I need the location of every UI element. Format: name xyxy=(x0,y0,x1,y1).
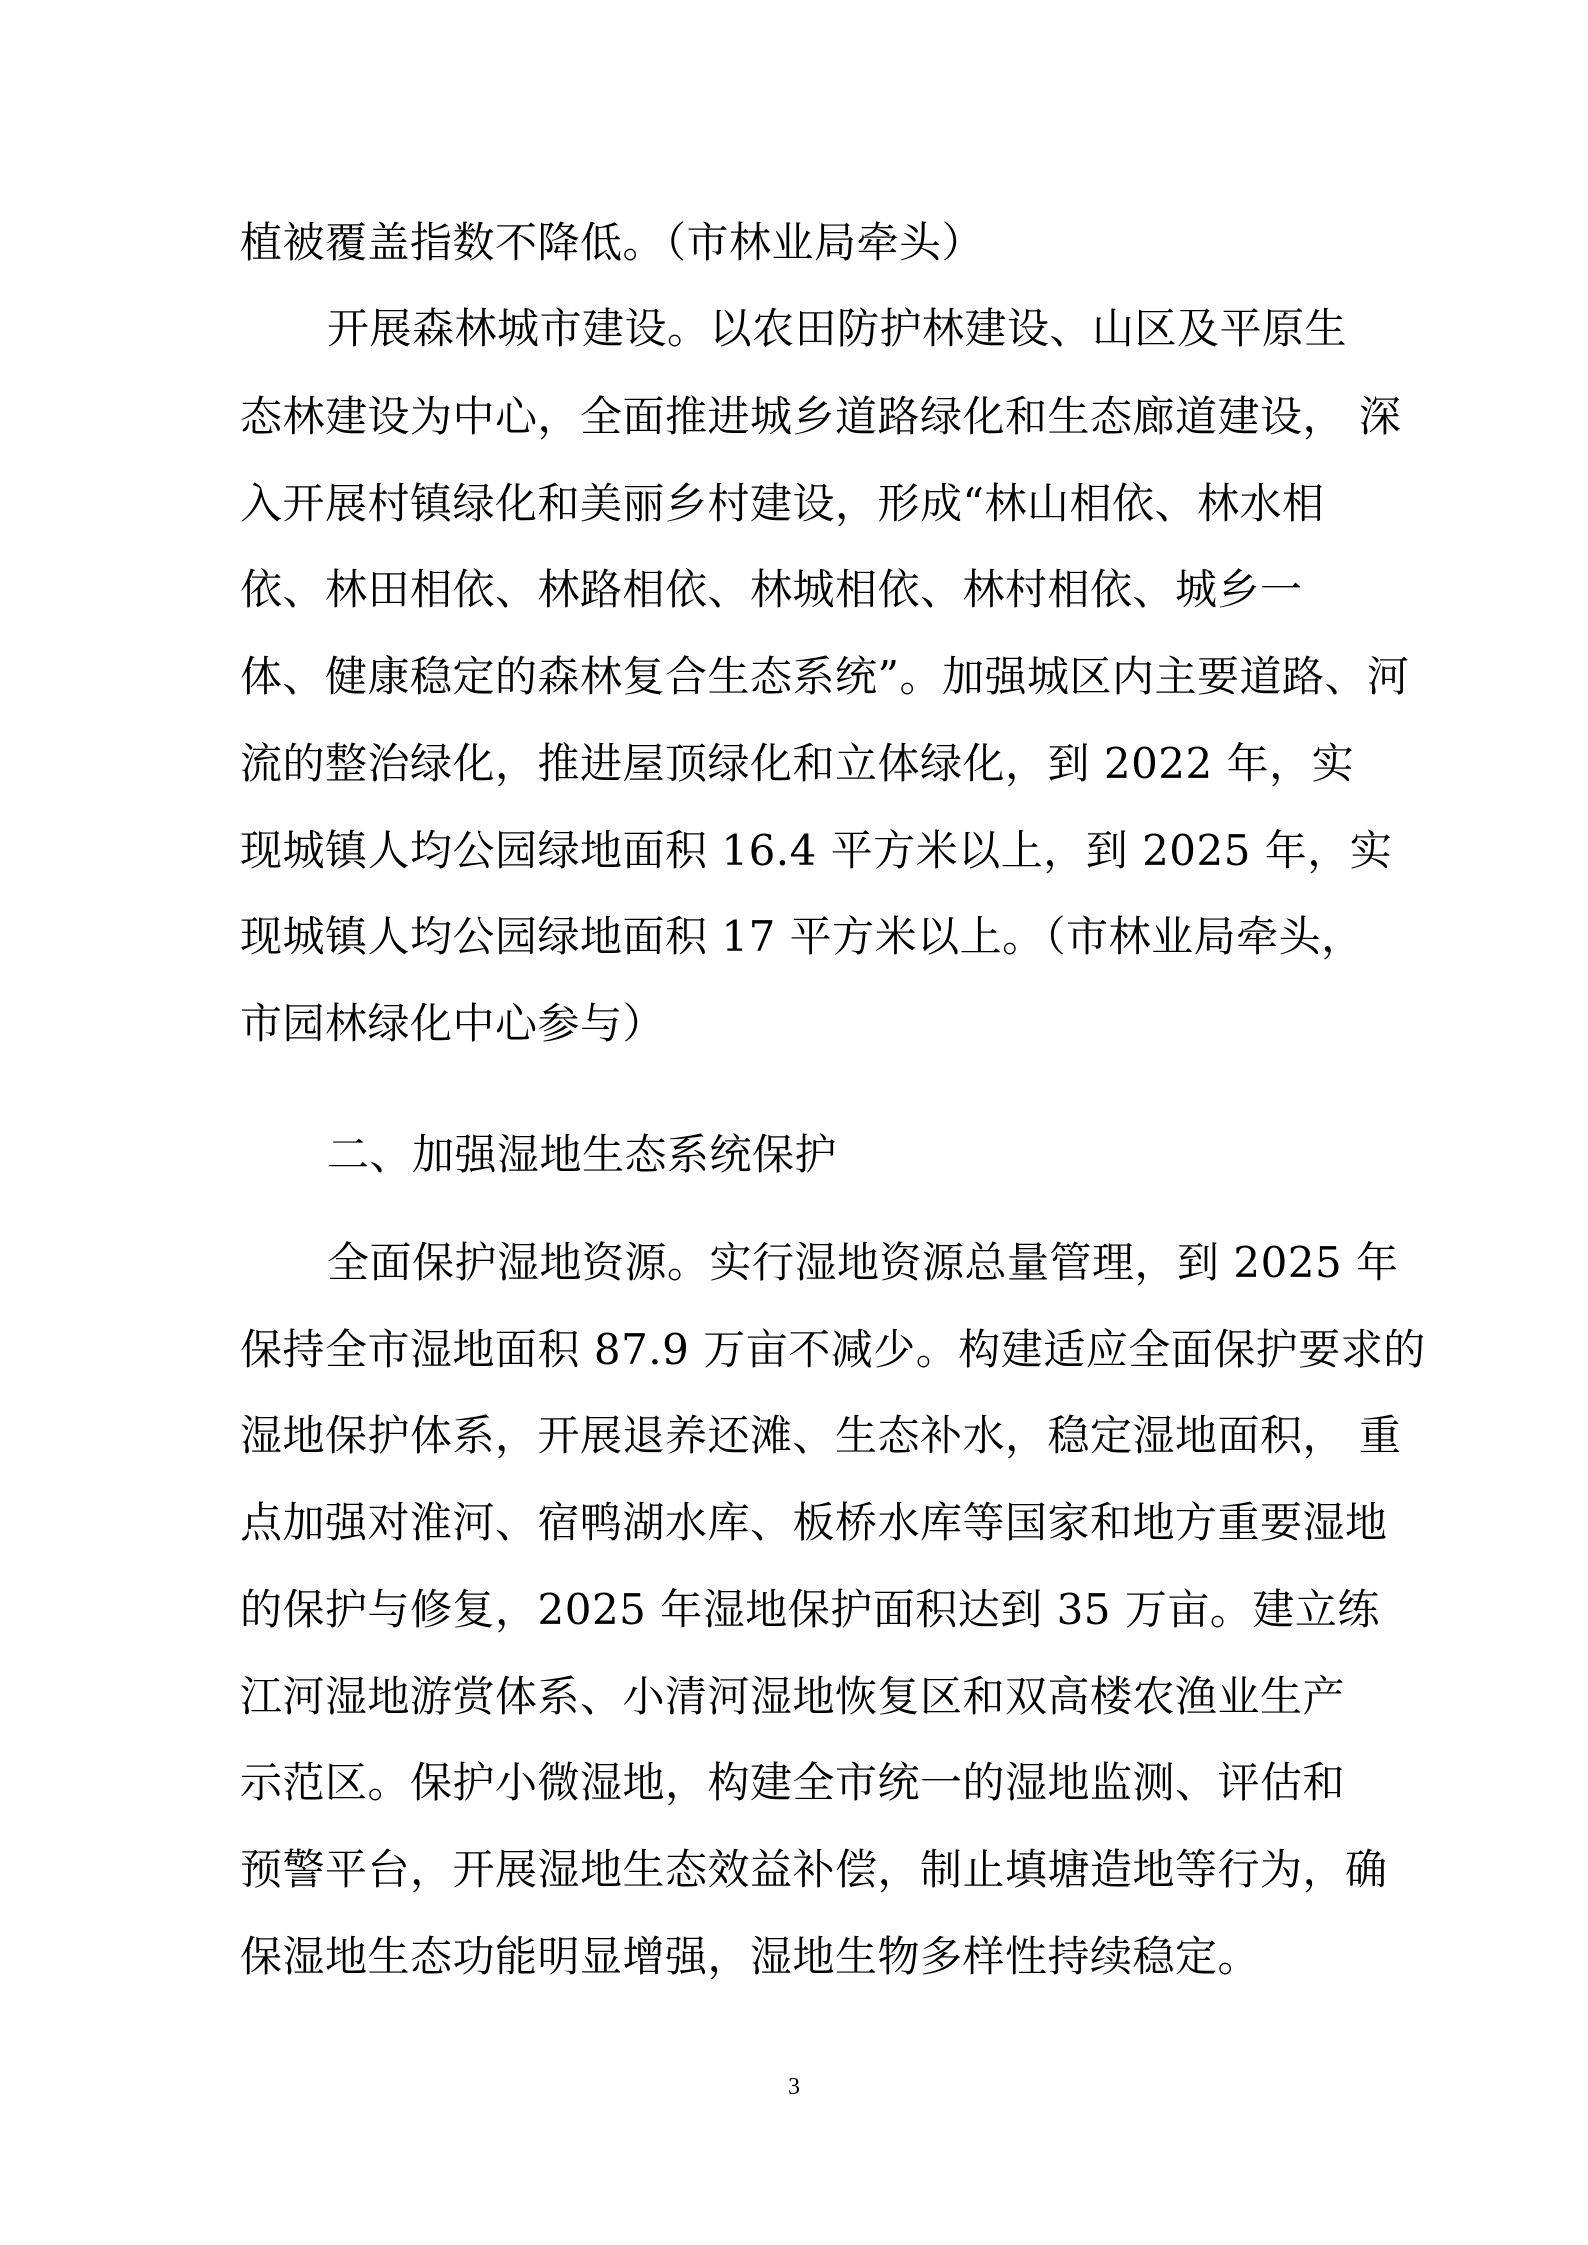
text-line: 江河湿地游赏体系、小清河湿地恢复区和双高楼农渔业生产 xyxy=(240,1672,1346,1721)
text-line: 的保护与修复，2025 年湿地保护面积达到 35 万亩。建立练 xyxy=(240,1585,1380,1634)
text-line: 保持全市湿地面积 87.9 万亩不减少。构建适应全面保护要求的 xyxy=(240,1325,1426,1374)
text-line: 入开展村镇绿化和美丽乡村建设，形成“林山相依、林水相 xyxy=(240,479,1325,528)
text-line: 湿地保护体系，开展退养还滩、生态补水，稳定湿地面积， 重 xyxy=(240,1411,1402,1460)
text-line: 点加强对淮河、宿鸭湖水库、板桥水库等国家和地方重要湿地 xyxy=(240,1498,1388,1547)
text-line: 示范区。保护小微湿地，构建全市统一的湿地监测、评估和 xyxy=(240,1758,1346,1807)
text-line: 现城镇人均公园绿地面积 16.4 平方米以上，到 2025 年，实 xyxy=(240,826,1393,875)
page-number: 3 xyxy=(788,2074,800,2100)
text-line: 开展森林城市建设。以农田防护林建设、山区及平原生 xyxy=(327,304,1348,353)
text-line: 预警平台，开展湿地生态效益补偿，制止填塘造地等行为，确 xyxy=(240,1845,1388,1894)
text-line: 全面保护湿地资源。实行湿地资源总量管理，到 2025 年 xyxy=(327,1238,1399,1287)
text-line: 现城镇人均公园绿地面积 17 平方米以上。（市林业局牵头， xyxy=(240,912,1364,961)
text-line: 体、健康稳定的森林复合生态系统”。加强城区内主要道路、河 xyxy=(240,652,1410,701)
text-line: 市园林绿化中心参与） xyxy=(240,999,666,1048)
text-line: 植被覆盖指数不降低。（市林业局牵头） xyxy=(240,218,985,267)
text-line: 保湿地生态功能明显增强，湿地生物多样性持续稳定。 xyxy=(240,1932,1261,1981)
text-line: 态林建设为中心，全面推进城乡道路绿化和生态廊道建设， 深 xyxy=(240,392,1402,441)
section-heading: 二、加强湿地生态系统保护 xyxy=(327,1130,838,1179)
text-line: 依、林田相依、林路相依、林城相依、林村相依、城乡一 xyxy=(240,565,1303,614)
text-line: 流的整治绿化，推进屋顶绿化和立体绿化，到 2022 年，实 xyxy=(240,739,1355,788)
